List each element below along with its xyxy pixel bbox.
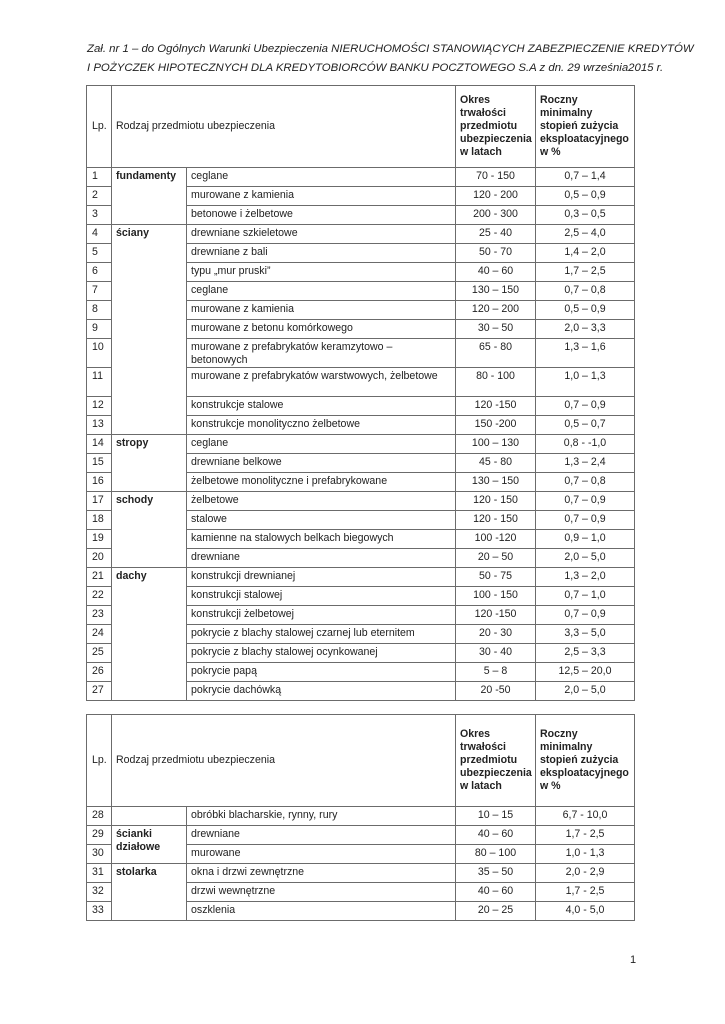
row-rate: 4,0 - 5,0 <box>536 902 635 921</box>
row-item-name: drewniane szkieletowe <box>187 225 456 244</box>
row-lp: 30 <box>87 845 112 864</box>
row-item-name: drewniane belkowe <box>187 454 456 473</box>
row-period: 20 - 30 <box>456 625 536 644</box>
row-item-name: murowane z kamienia <box>187 187 456 206</box>
row-item-name: konstrukcje stalowe <box>187 397 456 416</box>
row-period: 100 – 130 <box>456 435 536 454</box>
row-lp: 3 <box>87 206 112 225</box>
row-rate: 0,5 – 0,7 <box>536 416 635 435</box>
row-item-name: betonowe i żelbetowe <box>187 206 456 225</box>
row-lp: 24 <box>87 625 112 644</box>
row-period: 120 - 150 <box>456 492 536 511</box>
table-row <box>87 568 635 587</box>
row-rate: 0,7 – 0,9 <box>536 492 635 511</box>
row-rate: 0,7 – 0,9 <box>536 397 635 416</box>
row-rate: 1,3 – 2,0 <box>536 568 635 587</box>
row-lp: 21 <box>87 568 112 587</box>
row-lp: 4 <box>87 225 112 244</box>
row-lp: 28 <box>87 807 112 826</box>
row-period: 50 - 75 <box>456 568 536 587</box>
row-lp: 29 <box>87 826 112 845</box>
row-lp: 12 <box>87 397 112 416</box>
row-rate: 1,7 - 2,5 <box>536 883 635 902</box>
row-period: 100 -120 <box>456 530 536 549</box>
row-item-name: murowane z prefabrykatów warstwowych, żelbetowe <box>187 368 456 397</box>
row-period: 130 – 150 <box>456 282 536 301</box>
row-period: 130 – 150 <box>456 473 536 492</box>
row-lp: 14 <box>87 435 112 454</box>
row-item-name: drzwi wewnętrzne <box>187 883 456 902</box>
row-rate: 0,7 – 0,9 <box>536 511 635 530</box>
row-rate: 0,7 – 1,4 <box>536 168 635 187</box>
row-lp: 17 <box>87 492 112 511</box>
row-lp: 2 <box>87 187 112 206</box>
depreciation-table-2 <box>86 714 635 921</box>
row-lp: 31 <box>87 864 112 883</box>
row-period: 45 - 80 <box>456 454 536 473</box>
page-number: 1 <box>630 954 637 966</box>
row-lp: 15 <box>87 454 112 473</box>
row-item-name: stalowe <box>187 511 456 530</box>
row-item-name: ceglane <box>187 282 456 301</box>
row-rate: 2,5 – 4,0 <box>536 225 635 244</box>
row-rate: 12,5 – 20,0 <box>536 663 635 682</box>
row-item-name: pokrycie z blachy stalowej czarnej lub eternitem <box>187 625 456 644</box>
row-item-name: konstrukcji żelbetowej <box>187 606 456 625</box>
row-item-name: drewniane z bali <box>187 244 456 263</box>
row-item-name: pokrycie dachówką <box>187 682 456 701</box>
column-header-rate: Roczny minimalny stopień zużycia eksploatacyjnego w % <box>536 715 635 807</box>
row-rate: 2,5 – 3,3 <box>536 644 635 663</box>
column-header-period: Okres trwałości przedmiotu ubezpieczenia w latach <box>456 715 536 807</box>
table-header-row <box>87 86 635 168</box>
row-period: 120 -150 <box>456 606 536 625</box>
row-rate: 1,0 – 1,3 <box>536 368 635 397</box>
header-line-2: I POŻYCZEK HIPOTECZNYCH DLA KREDYTOBIORCÓW BANKU POCZTOWEGO S.A z dn. 29 września2015 r. <box>87 62 664 74</box>
row-item-name: okna i drzwi zewnętrzne <box>187 864 456 883</box>
row-item-name: kamienne na stalowych belkach biegowych <box>187 530 456 549</box>
row-period: 20 -50 <box>456 682 536 701</box>
row-lp: 1 <box>87 168 112 187</box>
row-group-label: stolarka <box>112 864 187 921</box>
row-item-name: żelbetowe <box>187 492 456 511</box>
row-lp: 6 <box>87 263 112 282</box>
row-period: 120 -150 <box>456 397 536 416</box>
row-rate: 0,5 – 0,9 <box>536 187 635 206</box>
row-rate: 1,7 – 2,5 <box>536 263 635 282</box>
row-rate: 2,0 – 5,0 <box>536 682 635 701</box>
table-row <box>87 492 635 511</box>
row-item-name: oszklenia <box>187 902 456 921</box>
row-period: 40 – 60 <box>456 883 536 902</box>
row-item-name: drewniane <box>187 826 456 845</box>
row-rate: 1,3 – 2,4 <box>536 454 635 473</box>
row-rate: 2,0 - 2,9 <box>536 864 635 883</box>
row-group-label: ścianki działowe <box>112 826 187 864</box>
row-item-name: żelbetowe monolityczne i prefabrykowane <box>187 473 456 492</box>
row-lp: 25 <box>87 644 112 663</box>
row-item-name: obróbki blacharskie, rynny, rury <box>187 807 456 826</box>
column-header-lp: Lp. <box>87 86 112 168</box>
row-lp: 5 <box>87 244 112 263</box>
row-lp: 22 <box>87 587 112 606</box>
table-row <box>87 225 635 244</box>
row-item-name: pokrycie z blachy stalowej ocynkowanej <box>187 644 456 663</box>
row-item-name: murowane <box>187 845 456 864</box>
row-rate: 1,0 - 1,3 <box>536 845 635 864</box>
table-row <box>87 168 635 187</box>
row-group-label: dachy <box>112 568 187 701</box>
row-period: 30 – 50 <box>456 320 536 339</box>
row-period: 65 - 80 <box>456 339 536 368</box>
row-period: 20 – 25 <box>456 902 536 921</box>
row-rate: 0,3 – 0,5 <box>536 206 635 225</box>
header-line-1: Zał. nr 1 – do Ogólnych Warunki Ubezpieczenia NIERUCHOMOŚCI STANOWIĄCYCH ZABEZPIECZENIE KREDYTÓW <box>87 43 694 55</box>
table-row <box>87 807 635 826</box>
row-item-name: konstrukcji drewnianej <box>187 568 456 587</box>
row-period: 120 – 200 <box>456 301 536 320</box>
row-group-label: stropy <box>112 435 187 492</box>
row-rate: 0,7 – 0,8 <box>536 282 635 301</box>
row-lp: 10 <box>87 339 112 368</box>
table-row <box>87 826 635 845</box>
row-rate: 0,8 - -1,0 <box>536 435 635 454</box>
row-item-name: ceglane <box>187 168 456 187</box>
row-rate: 0,7 – 0,8 <box>536 473 635 492</box>
row-period: 120 - 200 <box>456 187 536 206</box>
row-rate: 0,5 – 0,9 <box>536 301 635 320</box>
row-lp: 18 <box>87 511 112 530</box>
column-header-period: Okres trwałości przedmiotu ubezpieczenia w latach <box>456 86 536 168</box>
row-lp: 23 <box>87 606 112 625</box>
column-header-rate: Roczny minimalny stopień zużycia eksploatacyjnego w % <box>536 86 635 168</box>
row-rate: 1,3 – 1,6 <box>536 339 635 368</box>
table-row <box>87 435 635 454</box>
row-item-name: konstrukcji stalowej <box>187 587 456 606</box>
row-lp: 7 <box>87 282 112 301</box>
row-group-label <box>112 807 187 826</box>
row-group-label: schody <box>112 492 187 568</box>
row-period: 5 – 8 <box>456 663 536 682</box>
row-lp: 8 <box>87 301 112 320</box>
table-header-row <box>87 715 635 807</box>
row-period: 100 - 150 <box>456 587 536 606</box>
row-rate: 1,4 – 2,0 <box>536 244 635 263</box>
row-item-name: murowane z betonu komórkowego <box>187 320 456 339</box>
row-rate: 1,7 - 2,5 <box>536 826 635 845</box>
row-rate: 0,9 – 1,0 <box>536 530 635 549</box>
row-group-label: ściany <box>112 225 187 435</box>
row-rate: 3,3 – 5,0 <box>536 625 635 644</box>
row-lp: 20 <box>87 549 112 568</box>
row-lp: 27 <box>87 682 112 701</box>
row-lp: 9 <box>87 320 112 339</box>
row-period: 20 – 50 <box>456 549 536 568</box>
row-lp: 19 <box>87 530 112 549</box>
row-lp: 32 <box>87 883 112 902</box>
row-group-label: fundamenty <box>112 168 187 225</box>
row-period: 40 – 60 <box>456 263 536 282</box>
row-item-name: konstrukcje monolityczno żelbetowe <box>187 416 456 435</box>
row-rate: 2,0 – 3,3 <box>536 320 635 339</box>
row-lp: 33 <box>87 902 112 921</box>
row-item-name: murowane z prefabrykatów keramzytowo – betonowych <box>187 339 456 368</box>
row-item-name: ceglane <box>187 435 456 454</box>
row-period: 35 – 50 <box>456 864 536 883</box>
table-row <box>87 864 635 883</box>
row-lp: 26 <box>87 663 112 682</box>
table-2-body <box>87 807 635 921</box>
column-header-type: Rodzaj przedmiotu ubezpieczenia <box>112 715 456 807</box>
row-rate: 0,7 – 0,9 <box>536 606 635 625</box>
row-period: 70 - 150 <box>456 168 536 187</box>
row-rate: 2,0 – 5,0 <box>536 549 635 568</box>
row-period: 30 - 40 <box>456 644 536 663</box>
row-lp: 16 <box>87 473 112 492</box>
row-period: 80 – 100 <box>456 845 536 864</box>
column-header-lp: Lp. <box>87 715 112 807</box>
row-period: 50 - 70 <box>456 244 536 263</box>
table-1-body <box>87 168 635 701</box>
document-header <box>87 40 694 78</box>
row-item-name: typu „mur pruski” <box>187 263 456 282</box>
row-period: 40 – 60 <box>456 826 536 845</box>
row-period: 120 - 150 <box>456 511 536 530</box>
row-item-name: murowane z kamienia <box>187 301 456 320</box>
row-item-name: pokrycie papą <box>187 663 456 682</box>
row-lp: 13 <box>87 416 112 435</box>
row-period: 150 -200 <box>456 416 536 435</box>
row-period: 10 – 15 <box>456 807 536 826</box>
row-period: 80 - 100 <box>456 368 536 397</box>
row-item-name: drewniane <box>187 549 456 568</box>
row-period: 25 - 40 <box>456 225 536 244</box>
depreciation-table-1 <box>86 85 635 701</box>
row-rate: 6,7 - 10,0 <box>536 807 635 826</box>
row-period: 200 - 300 <box>456 206 536 225</box>
row-rate: 0,7 – 1,0 <box>536 587 635 606</box>
row-lp: 11 <box>87 368 112 397</box>
column-header-type: Rodzaj przedmiotu ubezpieczenia <box>112 86 456 168</box>
